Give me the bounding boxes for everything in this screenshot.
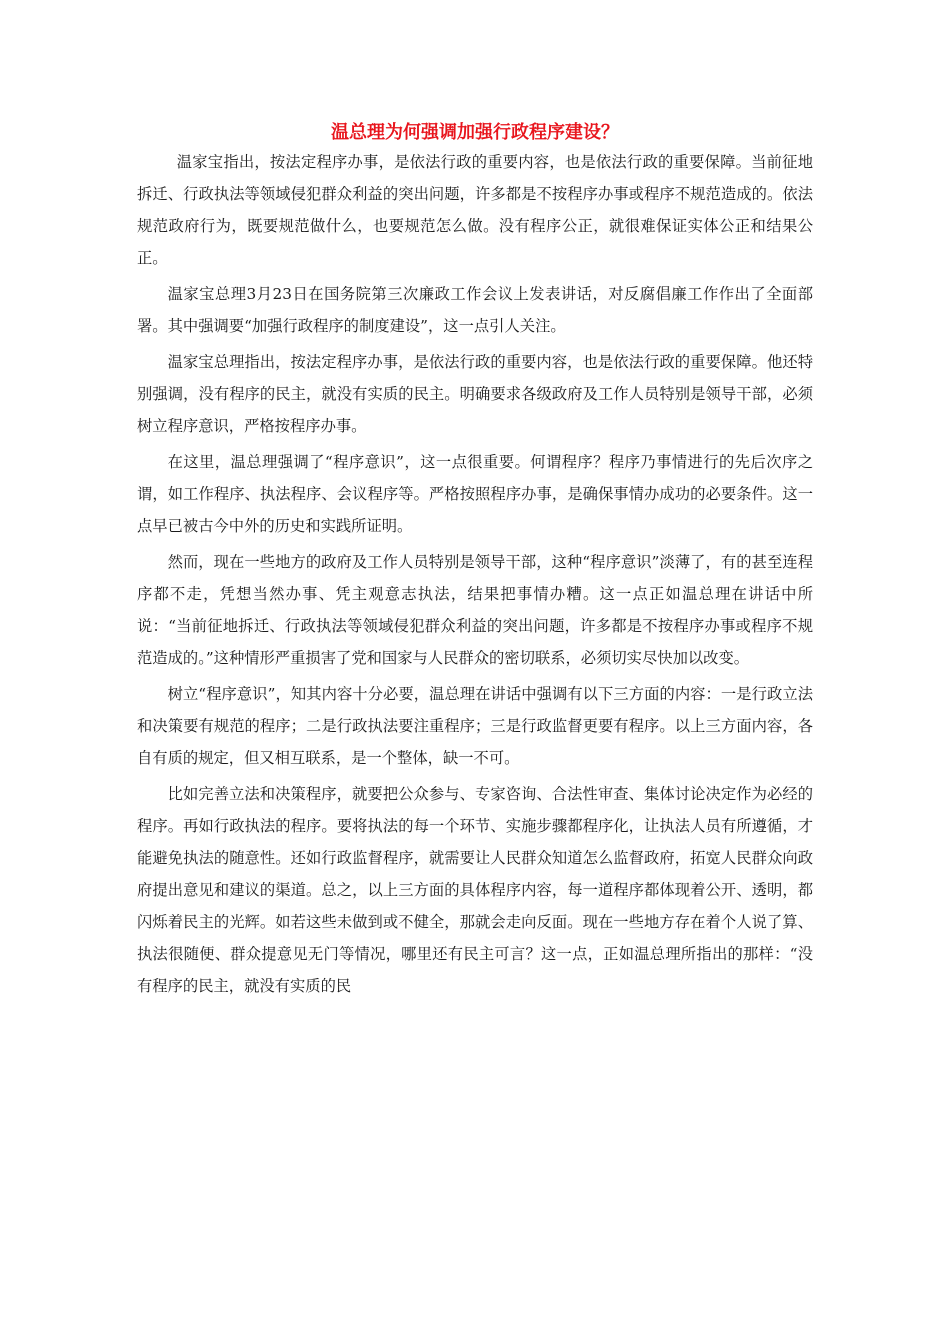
paragraph-3: 温家宝总理指出，按法定程序办事，是依法行政的重要内容，也是依法行政的重要保障。他还特别强调，没有程序的民主，就没有实质的民主。明确要求各级政府及工作人员特别是领导干部，必须树立程序意识，严格按程序办事。	[137, 353, 813, 435]
paragraph-4: 在这里，温总理强调了“程序意识”，这一点很重要。何谓程序？程序乃事情进行的先后次序之谓，如工作程序、执法程序、会议程序等。严格按照程序办事，是确保事情办成功的必要条件。这一点早已被古今中外的历史和实践所证明。	[137, 453, 813, 535]
paragraph-7: 比如完善立法和决策程序，就要把公众参与、专家咨询、合法性审查、集体讨论决定作为必经的程序。再如行政执法的程序。要将执法的每一个环节、实施步骤都程序化，让执法人员有所遵循，才能避免执法的随意性。还如行政监督程序，就需要让人民群众知道怎么监督政府，拓宽人民群众向政府提出意见和建议的渠道。总之，以上三方面的具体程序内容，每一道程序都体现着公开、透明，都闪烁着民主的光辉。如若这些未做到或不健全，那就会走向反面。现在一些地方存在着个人说了算、执法很随便、群众提意见无门等情况，哪里还有民主可言？这一点，正如温总理所指出的那样：“没有程序的民主，就没有实质的民	[137, 785, 813, 995]
paragraph-5: 然而，现在一些地方的政府及工作人员特别是领导干部，这种“程序意识”淡薄了，有的甚至连程序都不走，凭想当然办事、凭主观意志执法，结果把事情办糟。这一点正如温总理在讲话中所说：“当前征地拆迁、行政执法等领域侵犯群众利益的突出问题，许多都是不按程序办事或程序不规范造成的。”这种情形严重损害了党和国家与人民群众的密切联系，必须切实尽快加以改变。	[137, 553, 813, 667]
paragraph-6: 树立“程序意识”，知其内容十分必要，温总理在讲话中强调有以下三方面的内容：一是行政立法和决策要有规范的程序；二是行政执法要注重程序；三是行政监督更要有程序。以上三方面内容，各自有质的规定，但又相互联系，是一个整体，缺一不可。	[137, 685, 813, 767]
document-title: 温总理为何强调加强行政程序建设？	[331, 122, 619, 143]
document-body	[137, 118, 813, 1002]
paragraph-1: 温家宝指出，按法定程序办事，是依法行政的重要内容，也是依法行政的重要保障。当前征地拆迁、行政执法等领域侵犯群众利益的突出问题，许多都是不按程序办事或程序不规范造成的。依法规范政府行为，既要规范做什么，也要规范怎么做。没有程序公正，就很难保证实体公正和结果公正。	[137, 153, 813, 267]
paragraph-2: 温家宝总理3月23日在国务院第三次廉政工作会议上发表讲话，对反腐倡廉工作作出了全面部署。其中强调要“加强行政程序的制度建设”，这一点引人关注。	[137, 285, 813, 335]
